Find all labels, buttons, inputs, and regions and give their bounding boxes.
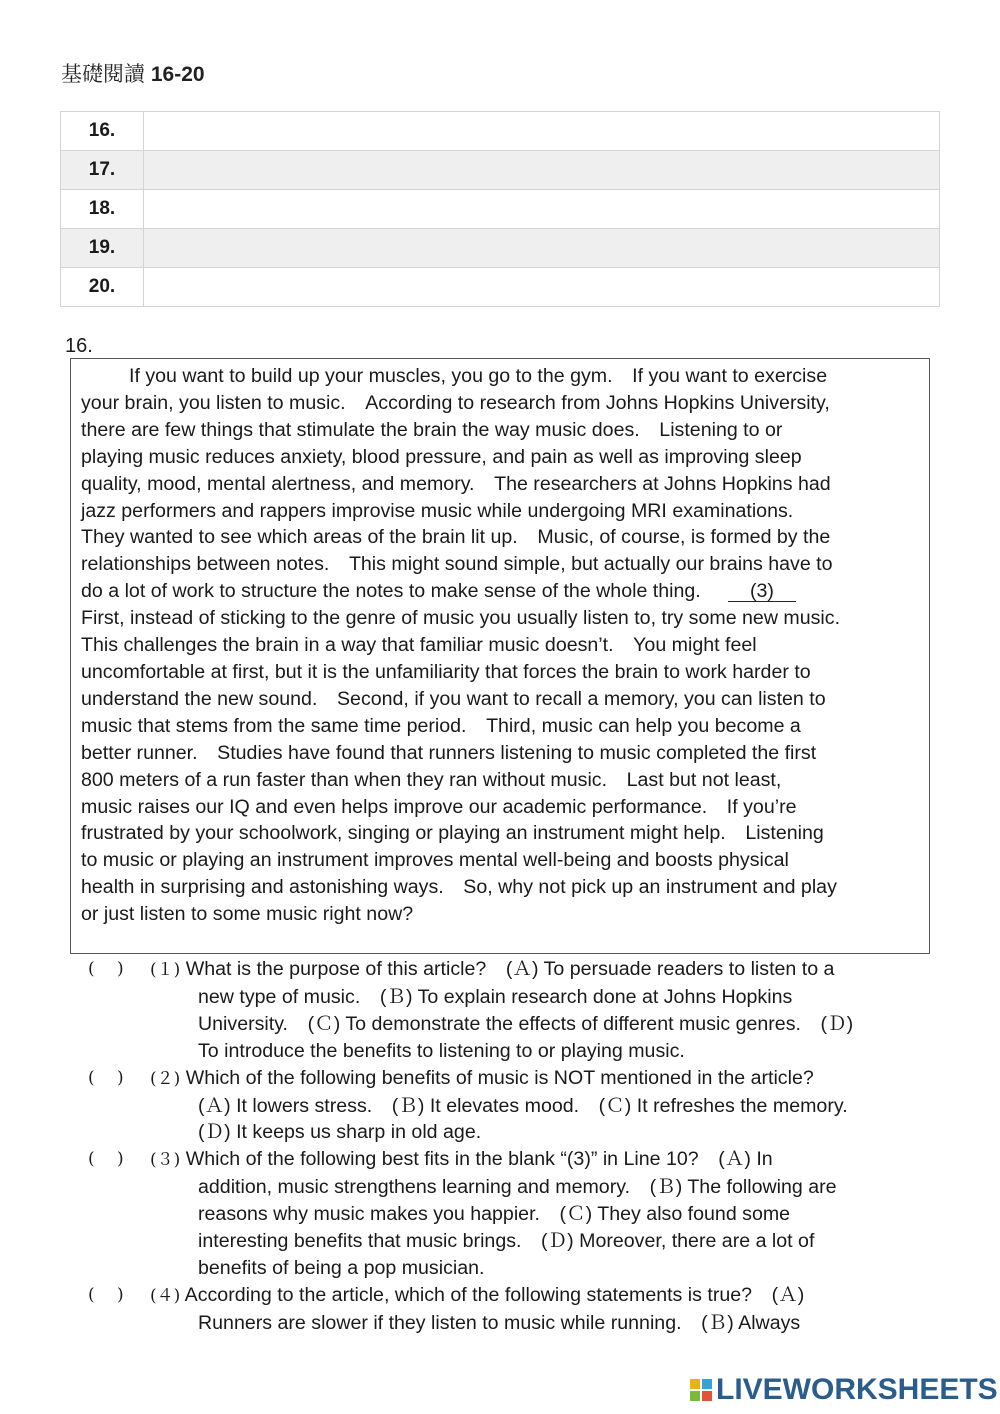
logo-square	[702, 1391, 712, 1401]
answer-row	[61, 151, 940, 190]
answer-row	[61, 268, 940, 307]
answer-paren-2[interactable]: ( )	[88, 1067, 124, 1088]
passage-line: to music or playing an instrument improves mental well-being and boosts physical	[81, 849, 789, 872]
question-line: (Ｄ) It keeps us sharp in old age.	[198, 1121, 482, 1144]
logo-square	[690, 1379, 700, 1389]
question-line: addition, music strengthens learning and memory. (Ｂ) The following are	[198, 1176, 837, 1199]
heading-range: 16-20	[150, 63, 205, 86]
question-line	[150, 956, 948, 984]
question-line	[150, 1065, 948, 1093]
passage-line	[81, 578, 921, 605]
liveworksheets-logo	[690, 1370, 998, 1410]
question-line	[150, 1146, 948, 1174]
question-num: (２)	[150, 1068, 181, 1089]
passage-line: music that stems from the same time period. Third, music can help you become a	[81, 714, 801, 737]
question-num: (３)	[150, 1150, 181, 1171]
passage-line: or just listen to some music right now?	[81, 903, 414, 926]
page-heading	[61, 58, 205, 88]
heading-chinese: 基礎閱讀	[61, 63, 145, 86]
question-line: interesting benefits that music brings. (Ｄ) Moreover, there are a lot of	[198, 1230, 815, 1253]
answer-row	[61, 112, 940, 151]
question-num: (４)	[150, 1285, 181, 1306]
answer-input-19[interactable]	[144, 229, 939, 267]
question-line: Runners are slower if they listen to music while running. (Ｂ) Always	[198, 1311, 801, 1334]
passage-line: If you want to build up your muscles, you go to the gym. If you want to exercise	[129, 365, 828, 387]
question-line: benefits of being a pop musician.	[198, 1256, 485, 1279]
question-list	[88, 956, 948, 1337]
logo-text: LIVEWORKSHEETS	[716, 1373, 998, 1406]
answer-label: 19.	[61, 229, 144, 268]
passage-line: relationships between notes. This might sound simple, but actually our brains have to	[81, 553, 833, 576]
question-line	[150, 1282, 948, 1310]
passage-line: First, instead of sticking to the genre of music you usually listen to, try some new music.	[81, 607, 841, 630]
answer-label: 18.	[61, 190, 144, 229]
question-item-1	[88, 956, 948, 1065]
passage-line: there are few things that stimulate the brain the way music does. Listening to or	[81, 418, 783, 441]
question-text: What is the purpose of this article? (Ａ) To persuade readers to listen to a	[185, 958, 835, 980]
answer-paren-3[interactable]: ( )	[88, 1149, 124, 1170]
question-line: (Ａ) It lowers stress. (Ｂ) It elevates mood. (Ｃ) It refreshes the memory.	[198, 1094, 848, 1117]
question-text: Which of the following benefits of music is NOT mentioned in the article?	[185, 1066, 814, 1089]
logo-icon	[690, 1379, 712, 1401]
question-text: According to the article, which of the following statements is true? (Ａ)	[184, 1283, 805, 1306]
passage-line: This challenges the brain in a way that familiar music doesn’t. You might feel	[81, 634, 757, 657]
answer-paren-4[interactable]: ( )	[88, 1284, 124, 1305]
logo-square	[690, 1391, 700, 1401]
answer-input-17[interactable]	[144, 151, 939, 189]
question-item-3	[88, 1146, 948, 1282]
answer-input-16[interactable]	[144, 112, 939, 150]
passage-line-text: do a lot of work to structure the notes to make sense of the whole thing.	[81, 580, 701, 603]
passage-line: playing music reduces anxiety, blood pressure, and pain as well as improving sleep	[81, 445, 802, 468]
question-line: University. (Ｃ) To demonstrate the effects of different music genres. (Ｄ)	[198, 1012, 854, 1035]
blank-3: (3)	[728, 581, 796, 602]
logo-square	[702, 1379, 712, 1389]
question-number: 16.	[65, 335, 93, 357]
answer-label: 20.	[61, 268, 144, 307]
answer-row	[61, 229, 940, 268]
passage-line: music raises our IQ and even helps improve our academic performance. If you’re	[81, 795, 797, 818]
passage-line: quality, mood, mental alertness, and memory. The researchers at Johns Hopkins had	[81, 472, 831, 495]
question-text: Which of the following best fits in the blank “(3)” in Line 10? (Ａ) In	[185, 1148, 773, 1171]
passage-line: understand the new sound. Second, if you want to recall a memory, you can listen to	[81, 687, 826, 710]
answer-paren-1[interactable]: ( )	[88, 959, 124, 979]
question-line: reasons why music makes you happier. (Ｃ) They also found some	[198, 1203, 791, 1226]
passage-line: frustrated by your schoolwork, singing or playing an instrument might help. Listening	[81, 822, 824, 845]
passage-line: jazz performers and rappers improvise music while undergoing MRI examinations.	[81, 499, 794, 522]
question-item-4	[88, 1282, 948, 1337]
question-line: new type of music. (Ｂ) To explain research done at Johns Hopkins	[198, 985, 793, 1008]
passage-line: your brain, you listen to music. According to research from Johns Hopkins University,	[81, 391, 830, 414]
reading-passage	[70, 358, 930, 954]
answer-label: 16.	[61, 112, 144, 151]
passage-line: better runner. Studies have found that runners listening to music completed the first	[81, 741, 817, 764]
question-num: (１)	[150, 960, 181, 980]
passage-line: They wanted to see which areas of the brain lit up. Music, of course, is formed by the	[81, 526, 831, 549]
answer-input-18[interactable]	[144, 190, 939, 228]
answer-row	[61, 190, 940, 229]
passage-line: 800 meters of a run faster than when they ran without music. Last but not least,	[81, 768, 782, 791]
answer-label: 17.	[61, 151, 144, 190]
passage-line: uncomfortable at first, but it is the unfamiliarity that forces the brain to work harder to	[81, 660, 811, 683]
question-item-2	[88, 1065, 948, 1147]
answer-table	[60, 111, 940, 307]
answer-input-20[interactable]	[144, 268, 939, 306]
question-line: To introduce the benefits to listening to or playing music.	[198, 1039, 685, 1062]
passage-line: health in surprising and astonishing ways. So, why not pick up an instrument and play	[81, 876, 837, 899]
